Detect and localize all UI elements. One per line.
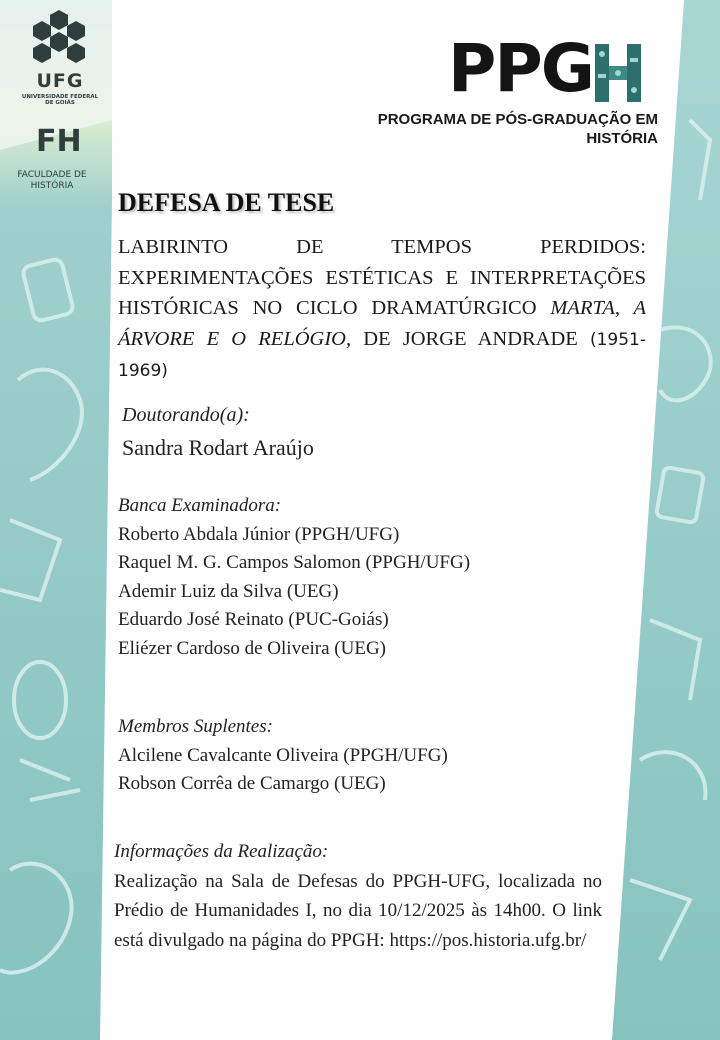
event-info [114,837,602,955]
ppgh-subtitle-line1: PROGRAMA DE PÓS-GRADUAÇÃO EM [377,111,658,128]
substitute-members [118,713,448,799]
ppgh-subtitle-line2: HISTÓRIA [586,130,658,147]
examining-board-label: Banca Examinadora: [118,495,282,516]
thesis-years: (1951-1969) [118,329,646,381]
thesis-title-part1: LABIRINTO DE TEMPOS PERDIDOS: EXPERIMENTAÇÕES ESTÉTICAS E INTERPRETAÇÕES HISTÓRICAS NO CICLO DRAMATÚRGICO [118,236,646,319]
thesis-title-part2: , DE JORGE ANDRADE [345,327,590,350]
substitute-member: Robson Corrêa de Camargo (UEG) [118,773,386,794]
board-member: Ademir Luiz da Silva (UEG) [118,580,339,602]
thesis-title [118,232,646,387]
ufg-logo-icon [18,8,100,108]
ufg-logo-text: UFG [36,70,84,92]
ppgh-h-letter-icon [595,44,641,102]
ppgh-logo [448,30,641,107]
ppgh-subtitle [378,110,658,148]
substitutes-label: Membros Suplentes: [118,716,273,737]
ufg-logo-subtitle: UNIVERSIDADE FEDERAL DE GOIÁS [21,94,99,106]
page-title: DEFESA DE TESE [118,188,335,217]
ppgh-logo-text: PPG [448,30,593,107]
examining-board [118,492,470,663]
board-member: Roberto Abdala Júnior (PPGH/UFG) [118,523,400,545]
fh-logo-subtitle: FACULDADE DE HISTÓRIA [17,170,87,191]
board-member: Eduardo José Reinato (PUC-Goiás) [118,609,389,630]
info-text: Realização na Sala de Defesas do PPGH-UFG, localizada no Prédio de Humanidades I, no dia 10/12/2025 às 14h00. O link está divulgado na página do PPGH: https://pos.historia.ufg.br/ [114,870,602,951]
fh-logo-text: FH [36,124,82,159]
thesis-title-italic: MARTA, A ÁRVORE E O RELÓGIO [118,297,646,350]
doctoral-label: Doutorando(a): [122,404,250,426]
info-label: Informações da Realização: [114,841,329,862]
substitute-member: Alcilene Cavalcante Oliveira (PPGH/UFG) [118,744,448,766]
board-member: Eliézer Cardoso de Oliveira (UEG) [118,637,387,659]
doctoral-name: Sandra Rodart Araújo [122,435,314,460]
board-member: Raquel M. G. Campos Salomon (PPGH/UFG) [118,552,471,573]
